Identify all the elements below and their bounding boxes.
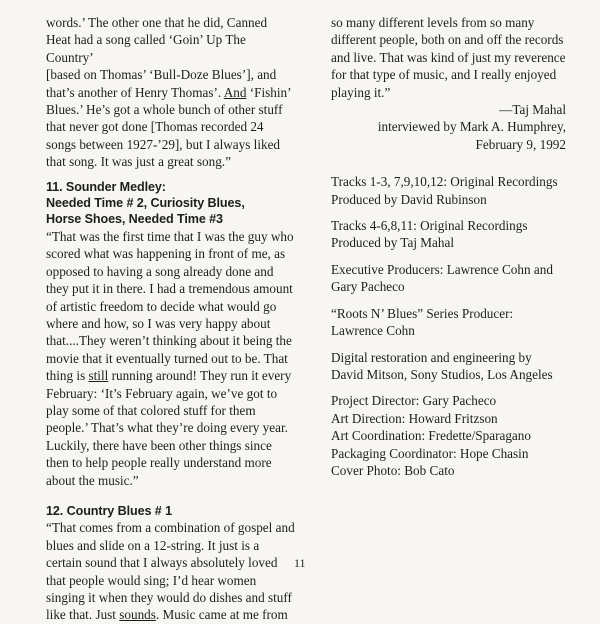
track-subtitle: Horse Shoes, Needed Time #3 xyxy=(46,212,223,227)
quote-end: so many different levels from so many different people, both on and off the records and live. That was kind of just my reverence for that type of music, and I really enjoyed playing it.” xyxy=(331,15,566,100)
quote-continuation xyxy=(46,14,296,171)
underlined-word: And xyxy=(223,84,247,100)
credit-producers-1: Tracks 1-3, 7,9,10,12: Original Recordings Produced by David Rubinson xyxy=(331,174,558,207)
track-11-notes xyxy=(46,228,296,489)
text-line: [based on Thomas’ ‘Bull-Doze Blues’], and xyxy=(46,67,277,83)
right-column xyxy=(331,14,566,479)
attribution-date: February 9, 1992 xyxy=(475,136,566,152)
left-column xyxy=(46,14,296,624)
credit-cover-photo: Cover Photo: Bob Cato xyxy=(331,462,455,478)
credit-series-producer: “Roots N’ Blues” Series Producer: Lawrence Cohn xyxy=(331,305,514,339)
notes-text: running around! They run it every February: ‘It’s February again, we’ve got to play some of that colored stuff for them people.’ That’s what they’re doing every year. Luckily, there have been other things since then to help people really understand more about the music.” xyxy=(46,368,292,488)
staff-credits xyxy=(331,392,566,479)
credit-producers-2: Tracks 4-6,8,11: Original Recordings Produced by Taj Mahal xyxy=(331,218,528,251)
credit-art-coordination: Art Coordination: Fredette/Sparagano xyxy=(331,428,531,444)
attribution-interviewer: interviewed by Mark A. Humphrey, xyxy=(377,119,566,135)
track-subtitle: Needed Time # 2, Curiosity Blues, xyxy=(46,196,245,211)
text-line: words.’ The other one that he did, Canned xyxy=(46,15,268,30)
credit-executive-producers: Executive Producers: Lawrence Cohn and Gary Pacheco xyxy=(331,261,553,295)
credit-restoration: Digital restoration and engineering by David Mitson, Sony Studios, Los Angeles xyxy=(331,349,553,382)
notes-text: . Music came at me from xyxy=(155,607,288,623)
credit-packaging: Packaging Coordinator: Hope Chasin xyxy=(331,445,529,461)
attribution-name: —Taj Mahal xyxy=(499,102,566,118)
text-line: Blues.’ He’s got a whole bunch of other stuff xyxy=(46,102,283,118)
notes-text: “That comes from a combination of gospel and blues and slide on a 12-string. It just is a certain sound that I always absolutely loved that people would sing; I’d hear women singing it when they would do dishes and stuff like that. Just xyxy=(46,520,295,623)
track-12-heading: 12. Country Blues # 1 xyxy=(46,503,172,518)
text-line: songs between 1927-’29], but I always liked xyxy=(46,136,281,152)
credit-art-direction: Art Direction: Howard Fritzson xyxy=(331,410,498,426)
track-title: 11. Sounder Medley: xyxy=(46,179,166,194)
credit-project-director: Project Director: Gary Pacheco xyxy=(331,393,497,409)
page-number: 11 xyxy=(294,556,306,570)
track-11-heading xyxy=(46,179,296,228)
track-12-notes xyxy=(46,519,296,623)
underlined-word: sounds xyxy=(119,607,156,623)
text-line: ‘Fishin’ xyxy=(246,84,292,100)
text-line: that never got done [Thomas recorded 24 xyxy=(46,119,264,135)
underlined-word: still xyxy=(88,368,109,384)
notes-text: “That was the first time that I was the guy who scored what was happening in front of me, as opposed to having a song already done and they put it in there. I had a tremendous amount of artistic freedom to decide what would go where and how, so I was very happy about that....They weren’t thinking about it being the movie that it eventually turned out to be. That thing is xyxy=(46,228,294,384)
text-line: Heat had a song called ‘Goin’ Up The Country’ xyxy=(46,32,246,65)
text-line: that’s another of Henry Thomas’. xyxy=(46,84,224,100)
text-line: that song. It was just a great song.” xyxy=(46,154,231,170)
